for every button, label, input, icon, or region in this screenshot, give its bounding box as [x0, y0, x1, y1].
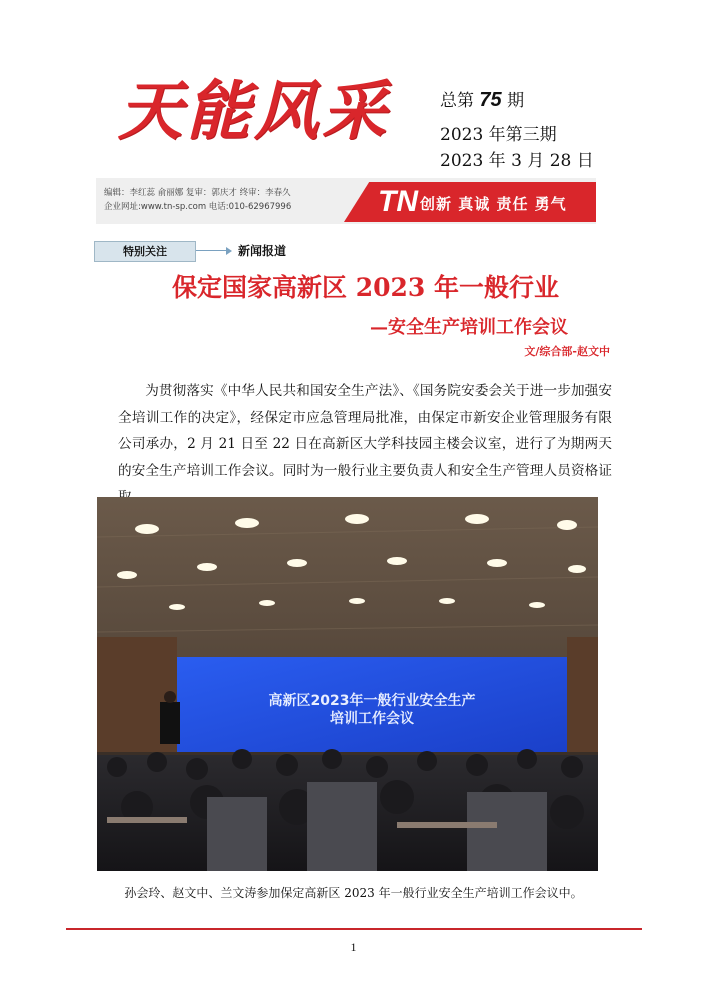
editor-credits: 编辑：李红蕊 俞丽娜 复审：郭庆才 终审：李春久 [104, 188, 291, 198]
section-category: 新闻报道 [238, 244, 287, 258]
conference-photo [97, 497, 598, 871]
article-byline: 文/综合部-赵文中 [524, 345, 610, 358]
section-tab: 特别关注 [94, 241, 196, 262]
masthead-title: 天能风采 [118, 74, 390, 149]
issue-total-prefix: 总第 [440, 91, 474, 111]
issue-date: 2023 年 3 月 28 日 [440, 151, 594, 171]
issue-total-suffix: 期 [507, 91, 525, 111]
issue-term: 2023 年第三期 [440, 125, 557, 145]
arrow-head-icon [226, 247, 232, 255]
footer-divider [66, 928, 642, 930]
arrow-line-icon [196, 250, 228, 251]
photo-caption: 孙会玲、赵文中、兰文涛参加保定高新区 2023 年一般行业安全生产培训工作会议中。 [124, 886, 583, 900]
screen-line1: 高新区2023年一般行业安全生产 [268, 693, 476, 709]
screen-line2: 培训工作会议 [330, 711, 414, 727]
company-slogan: 创新 真诚 责任 勇气 [420, 195, 567, 213]
article-subheadline: —安全生产培训工作会议 [370, 317, 568, 338]
editor-contact: 企业网址:www.tn-sp.com 电话:010-62967996 [104, 202, 292, 212]
issue-total-number: 75 [479, 89, 502, 111]
tn-logo: TN [378, 185, 418, 218]
article-body: 为贯彻落实《中华人民共和国安全生产法》、《国务院安委会关于进一步加强安全培训工作的决定》，经保定市应急管理局批准，由保定市新安企业管理服务有限公司承办，2 月 21 日至 22 日在高新区大学科技园主楼会议室，进行了为期两天的安全生产培训工作会议。同时为一般行业主要负责人和安全生产管理人员资格证 [118, 383, 612, 479]
article-headline: 保定国家高新区 2023 年一般行业 [172, 273, 559, 302]
issue-total [440, 86, 524, 112]
page-number: 1 [350, 940, 357, 954]
